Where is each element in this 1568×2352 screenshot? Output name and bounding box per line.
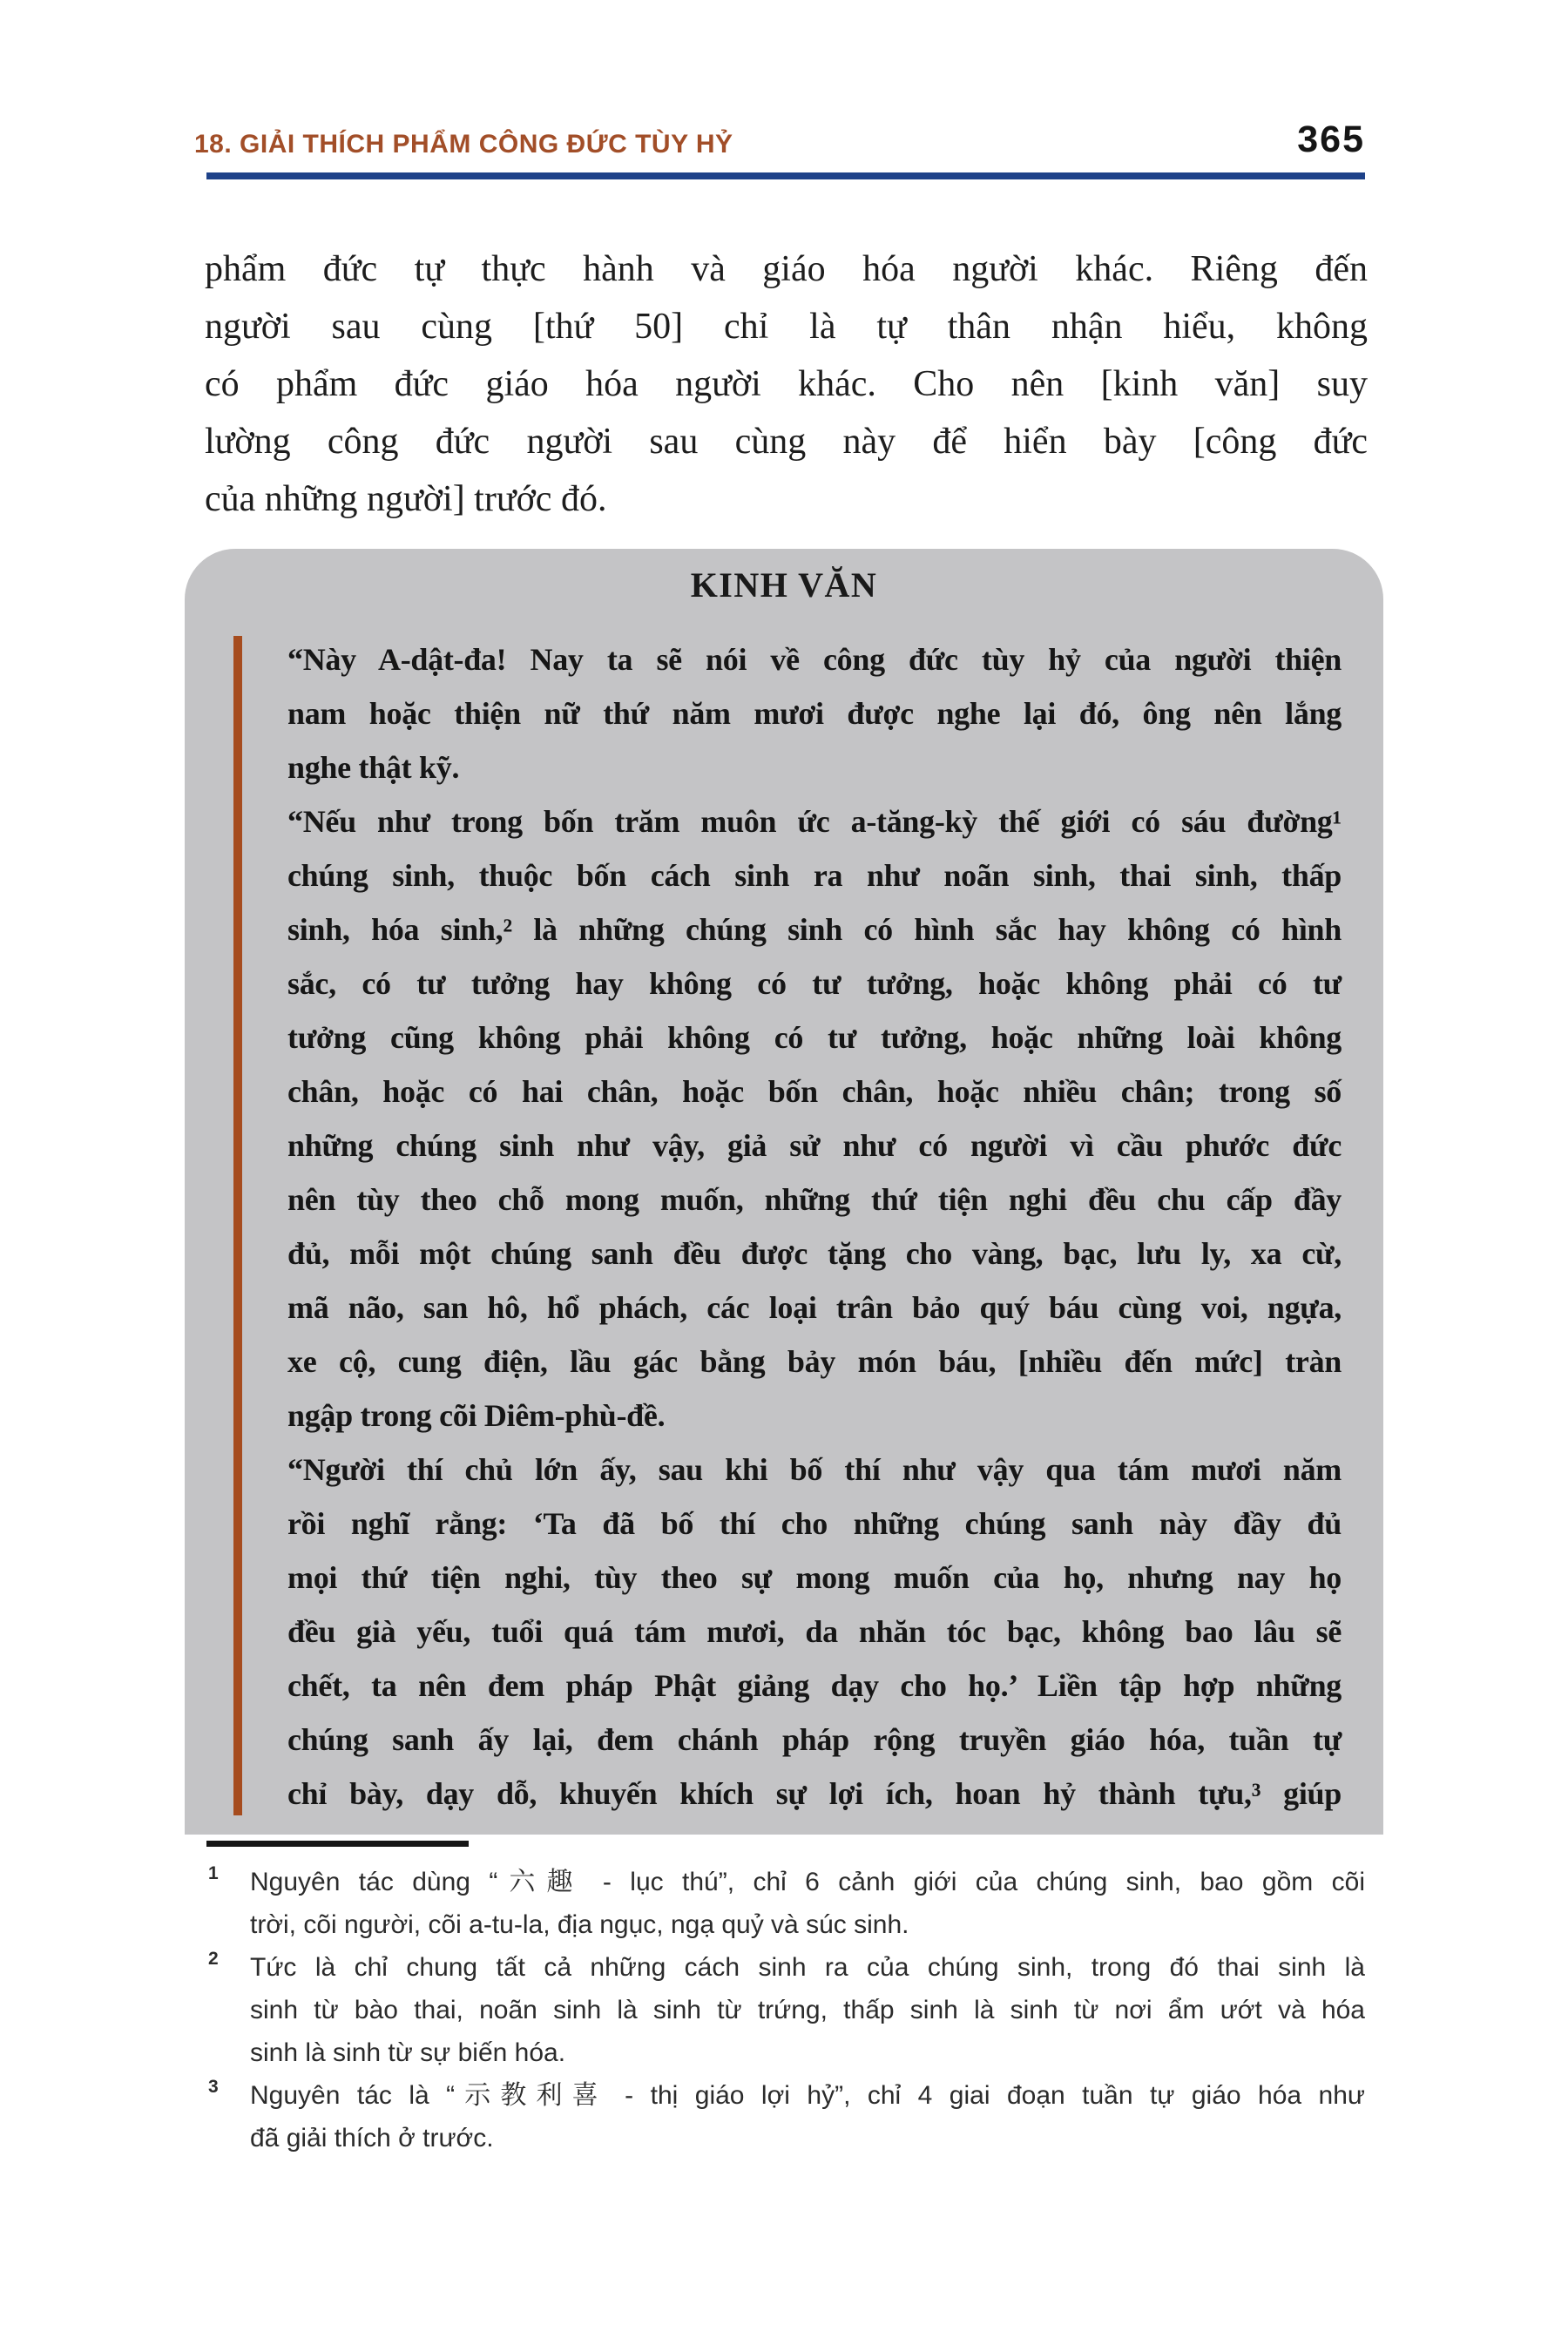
intro-line: phẩm đức tự thực hành và giáo hóa người khác. Riêng đến [205,249,1368,289]
footnote-line: đã giải thích ở trước. [250,2124,494,2153]
footnote-line: Tức là chỉ chung tất cả những cách sinh ra của chúng sinh, trong đó thai sinh là [250,1953,1365,1982]
footnotes-section [206,1861,1365,2159]
footnote-line: Nguyên tác là “示教利喜 - thị giáo lợi hỷ”, chỉ 4 giai đoạn tuần tự giáo hóa như [250,2081,1365,2110]
footnote-line: trời, cõi người, cõi a-tu-la, địa ngục, ngạ quỷ và súc sinh. [250,1910,909,1939]
scripture-line: sắc, có tư tưởng hay không có tư tưởng, hoặc không phải có tư [287,966,1342,1001]
scripture-line: rồi nghĩ rằng: ‘Ta đã bố thí cho những chúng sanh này đầy đủ [287,1506,1342,1541]
scripture-line: ngập trong cõi Diêm-phù-đề. [287,1398,666,1433]
footnote-marker: 2 [208,1949,219,1969]
intro-paragraph [205,240,1368,528]
footnote-item [206,2074,1365,2159]
footnote-line: sinh là sinh từ sự biến hóa. [250,2038,566,2067]
footnote-marker: 1 [208,1863,219,1883]
scripture-line: chúng sinh, thuộc bốn cách sinh ra như noãn sinh, thai sinh, thấp [287,858,1342,893]
scripture-line: xe cộ, cung điện, lầu gác bằng bảy món báu, [nhiều đến mức] tràn [287,1344,1342,1379]
scripture-line: những chúng sinh như vậy, giả sử như có người vì cầu phước đức [287,1128,1342,1163]
scripture-line: đều già yếu, tuổi quá tám mươi, da nhăn tóc bạc, không bao lâu sẽ [287,1614,1342,1649]
scripture-line: sinh, hóa sinh,² là những chúng sinh có hình sắc hay không có hình [287,912,1342,947]
scripture-line: “Nếu như trong bốn trăm muôn ức a-tăng-kỳ thế giới có sáu đường¹ [287,804,1342,839]
scripture-paragraph [287,632,1342,794]
intro-line: lường công đức người sau cùng này để hiển bày [công đức [205,422,1368,462]
footnote-divider-rule [206,1841,469,1847]
scripture-box-title: KINH VĂN [690,565,878,605]
scripture-box [185,549,1383,1835]
quote-bar [233,636,242,1815]
scripture-line: mã não, san hô, hổ phách, các loại trân bảo quý báu cùng voi, ngựa, [287,1290,1342,1325]
footnote-line: Nguyên tác dùng “六趣 - lục thú”, chỉ 6 cảnh giới của chúng sinh, bao gồm cõi [250,1868,1365,1896]
intro-line: của những người] trước đó. [205,479,607,519]
scripture-paragraph [287,1443,1342,1821]
scripture-line: tưởng cũng không phải không có tư tưởng, hoặc những loài không [287,1020,1342,1055]
scripture-line: chết, ta nên đem pháp Phật giảng dạy cho họ.’ Liền tập hợp những [287,1668,1342,1703]
scripture-line: chúng sanh ấy lại, đem chánh pháp rộng truyền giáo hóa, tuần tự [287,1722,1342,1757]
scripture-line: chân, hoặc có hai chân, hoặc bốn chân, hoặc nhiều chân; trong số [287,1074,1342,1109]
intro-line: người sau cùng [thứ 50] chỉ là tự thân nhận hiểu, không [205,307,1368,347]
footnote-line: sinh từ bào thai, noãn sinh là sinh từ trứng, thấp sinh là sinh từ nơi ẩm ướt và hóa [250,1996,1365,2024]
header-divider-rule [206,172,1365,179]
footnote-item [206,1861,1365,1946]
scripture-line: nam hoặc thiện nữ thứ năm mươi được nghe lại đó, ông nên lắng [287,696,1342,731]
page-number: 365 [1297,118,1365,160]
scripture-line: đủ, mỗi một chúng sanh đều được tặng cho vàng, bạc, lưu ly, xa cừ, [287,1236,1342,1271]
footnote-marker: 3 [208,2077,219,2097]
scripture-line: nên tùy theo chỗ mong muốn, những thứ tiện nghi đều chu cấp đầy [287,1182,1342,1217]
scripture-line: mọi thứ tiện nghi, tùy theo sự mong muốn của họ, nhưng nay họ [287,1560,1342,1595]
scripture-text [287,632,1342,1821]
scripture-line: “Người thí chủ lớn ấy, sau khi bố thí như vậy qua tám mươi năm [287,1452,1342,1487]
intro-line: có phẩm đức giáo hóa người khác. Cho nên [kinh văn] suy [205,364,1368,404]
scripture-line: “Này A-dật-đa! Nay ta sẽ nói về công đức tùy hỷ của người thiện [287,642,1342,677]
chapter-header-title: 18. GIẢI THÍCH PHẨM CÔNG ĐỨC TÙY HỶ [194,130,733,159]
scripture-paragraph [287,794,1342,1443]
scripture-line: nghe thật kỹ. [287,750,460,785]
footnote-item [206,1946,1365,2074]
scripture-line: chỉ bày, dạy dỗ, khuyến khích sự lợi ích, hoan hỷ thành tựu,³ giúp [287,1776,1342,1811]
